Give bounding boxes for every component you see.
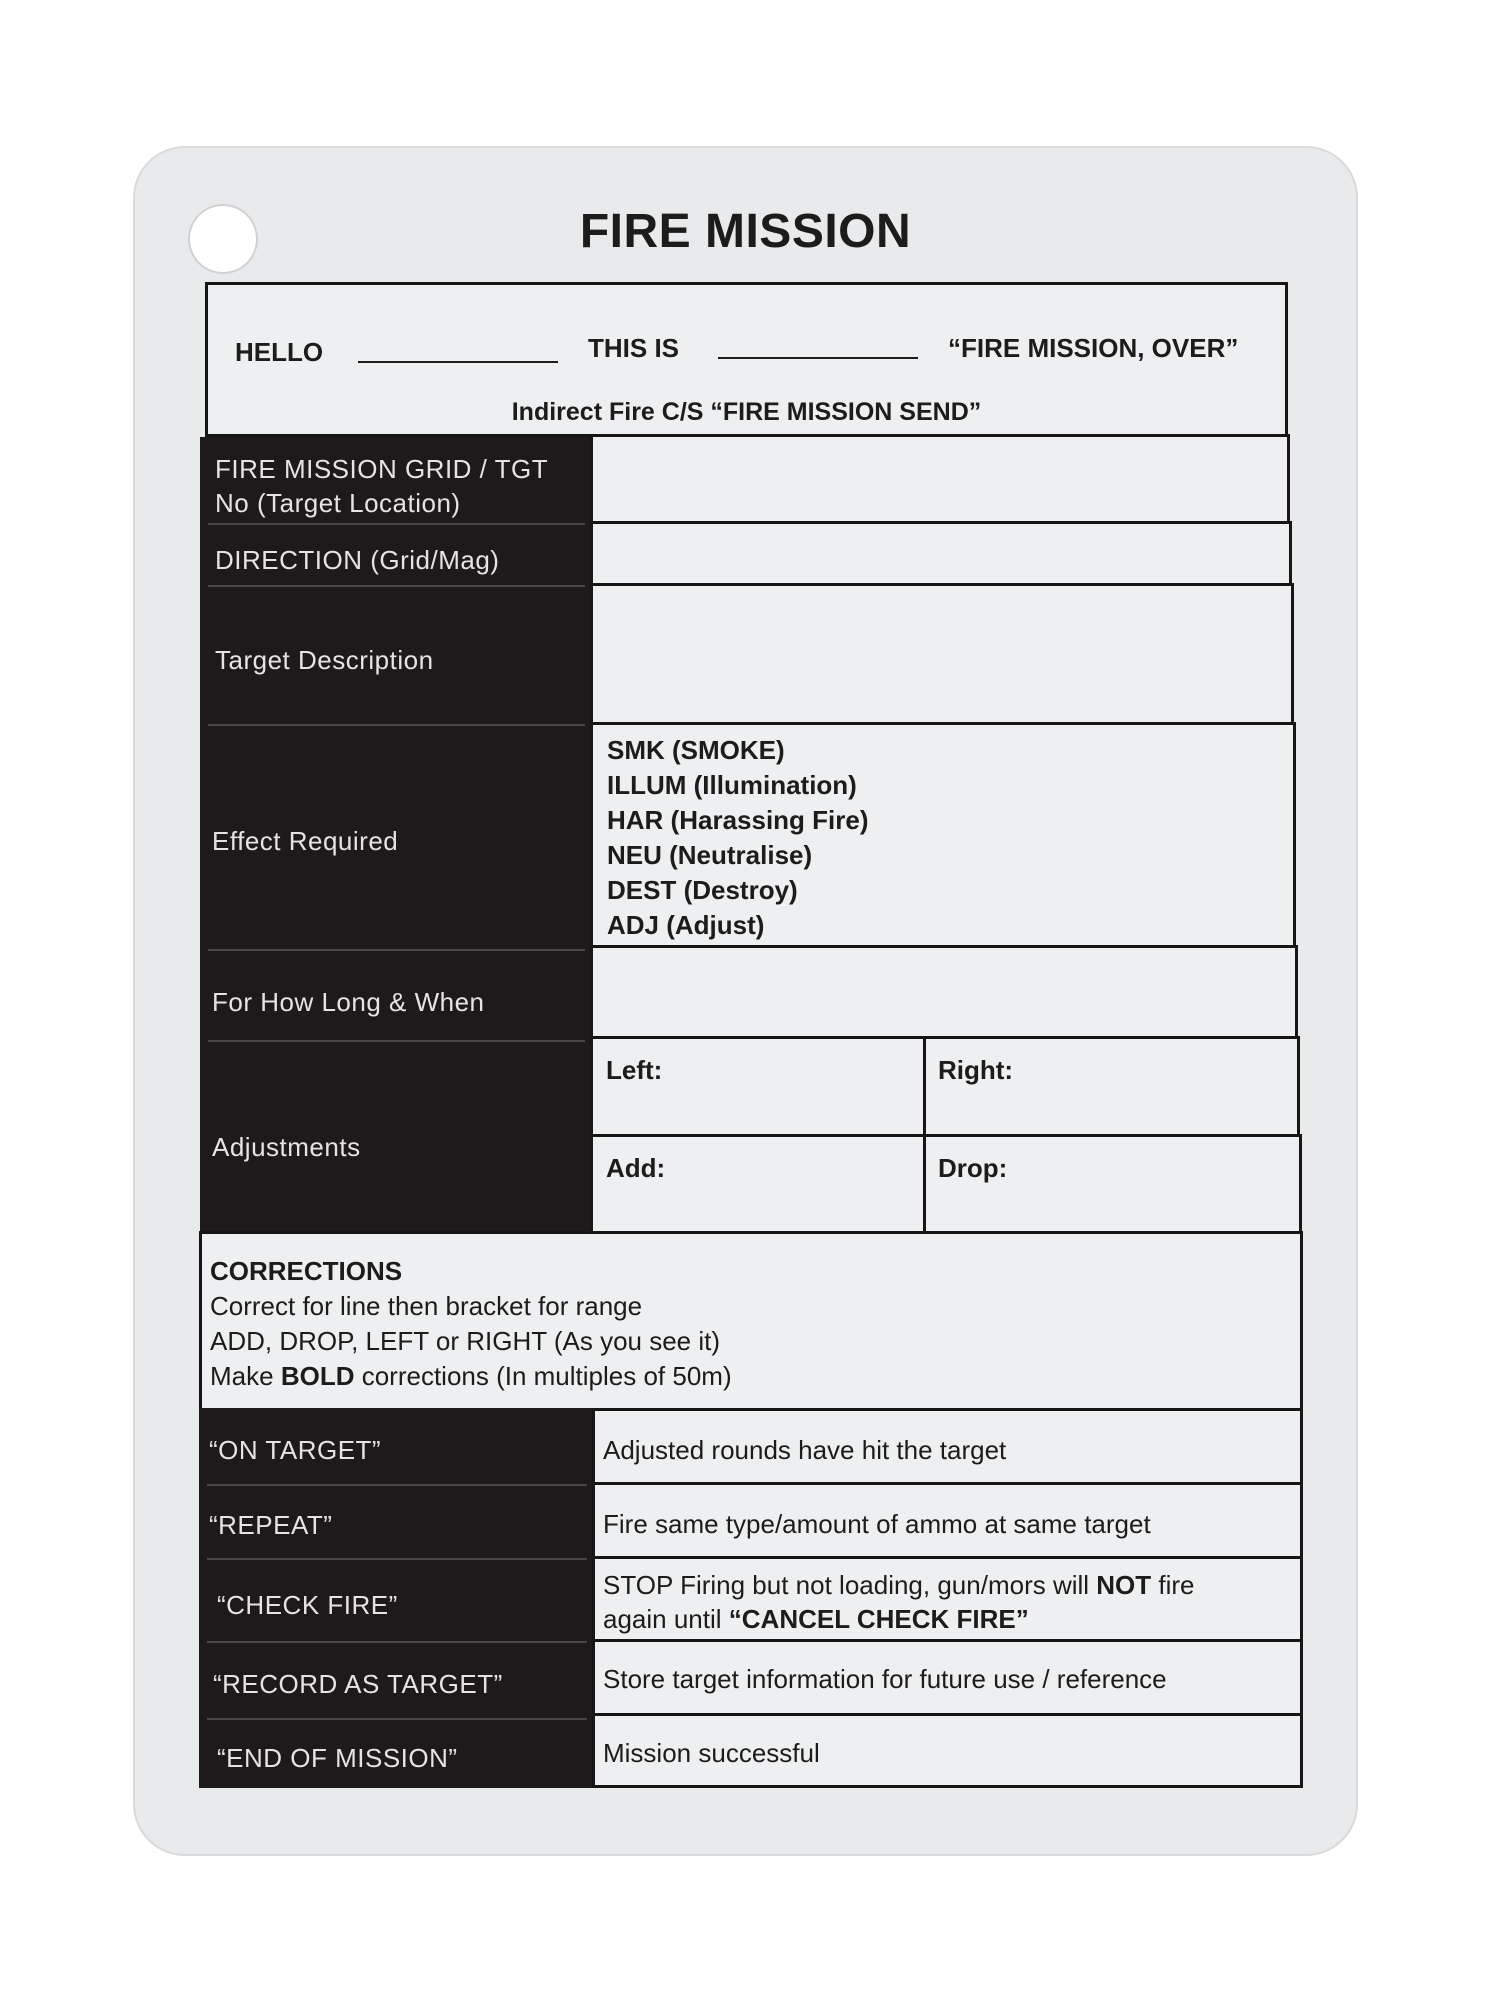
adjust-right-label: Right: bbox=[938, 1055, 1014, 1085]
command-record-as-target: “RECORD AS TARGET” bbox=[213, 1669, 503, 1699]
check-fire-desc-line2-bold: “CANCEL CHECK FIRE” bbox=[728, 1604, 1029, 1634]
adjust-drop-label: Drop: bbox=[938, 1153, 1008, 1183]
hello-label: HELLO bbox=[235, 337, 324, 367]
command-desc bbox=[603, 1568, 1195, 1636]
command-desc: Adjusted rounds have hit the target bbox=[603, 1435, 1007, 1465]
label-column bbox=[200, 437, 593, 1241]
corrections-line3-pre: Make bbox=[210, 1361, 281, 1391]
check-fire-desc-pre: STOP Firing but not loading, gun/mors will bbox=[603, 1570, 1097, 1600]
direction-label: DIRECTION (Grid/Mag) bbox=[215, 545, 500, 575]
command-desc: Store target information for future use / reference bbox=[603, 1664, 1167, 1694]
this-is-blank[interactable] bbox=[718, 357, 918, 359]
effect-list bbox=[607, 733, 869, 943]
grid-label-line2: No (Target Location) bbox=[215, 488, 461, 518]
command-desc: Fire same type/amount of ammo at same target bbox=[603, 1509, 1151, 1539]
fire-mission-over-text: “FIRE MISSION, OVER” bbox=[948, 333, 1239, 363]
adjust-left-label: Left: bbox=[606, 1055, 663, 1085]
corrections-box bbox=[199, 1231, 1303, 1411]
command-repeat: “REPEAT” bbox=[209, 1510, 333, 1540]
adjust-add-field[interactable] bbox=[590, 1134, 926, 1234]
check-fire-desc-line2-pre: again until bbox=[603, 1604, 729, 1634]
adjustments-label: Adjustments bbox=[212, 1132, 361, 1162]
effect-required-label: Effect Required bbox=[212, 826, 399, 856]
corrections-line3-bold: BOLD bbox=[280, 1361, 355, 1391]
grid-label-line1: FIRE MISSION GRID / TGT bbox=[215, 454, 549, 484]
effect-required-box bbox=[590, 722, 1296, 948]
effect-item: NEU (Neutralise) bbox=[607, 840, 813, 870]
effect-item: SMK (SMOKE) bbox=[607, 735, 785, 765]
command-desc-row bbox=[592, 1482, 1303, 1559]
header-box bbox=[205, 282, 1288, 437]
adjust-drop-field[interactable] bbox=[923, 1134, 1302, 1234]
grid-label bbox=[215, 452, 548, 520]
check-fire-desc-post: fire bbox=[1151, 1570, 1195, 1600]
corrections-text bbox=[210, 1254, 732, 1394]
command-desc: Mission successful bbox=[603, 1738, 820, 1768]
target-description-label: Target Description bbox=[215, 645, 434, 675]
corrections-line3-post: corrections (In multiples of 50m) bbox=[354, 1361, 732, 1391]
this-is-label: THIS IS bbox=[588, 333, 680, 363]
hello-blank[interactable] bbox=[358, 361, 558, 363]
for-how-long-label: For How Long & When bbox=[212, 987, 485, 1017]
target-description-field[interactable] bbox=[590, 583, 1294, 725]
command-desc-row bbox=[592, 1639, 1303, 1716]
adjust-add-label: Add: bbox=[606, 1153, 666, 1183]
command-desc-row bbox=[592, 1713, 1303, 1788]
command-end-of-mission: “END OF MISSION” bbox=[217, 1743, 458, 1773]
effect-item: ILLUM (Illumination) bbox=[607, 770, 857, 800]
command-desc-row bbox=[592, 1408, 1303, 1485]
adjust-right-field[interactable] bbox=[923, 1036, 1300, 1137]
corrections-heading: CORRECTIONS bbox=[210, 1256, 403, 1286]
adjust-left-field[interactable] bbox=[590, 1036, 926, 1137]
grid-field[interactable] bbox=[590, 434, 1290, 524]
card-title: FIRE MISSION bbox=[579, 205, 912, 258]
check-fire-desc-line1 bbox=[603, 1568, 1195, 1602]
check-fire-desc-line2 bbox=[603, 1602, 1195, 1636]
effect-item: HAR (Harassing Fire) bbox=[607, 805, 869, 835]
command-on-target: “ON TARGET” bbox=[209, 1435, 382, 1465]
corrections-line: Correct for line then bracket for range bbox=[210, 1291, 643, 1321]
command-label-column bbox=[199, 1408, 595, 1788]
reply-text: Indirect Fire C/S “FIRE MISSION SEND” bbox=[511, 398, 982, 426]
effect-item: ADJ (Adjust) bbox=[607, 910, 765, 940]
check-fire-desc-bold: NOT bbox=[1096, 1570, 1152, 1600]
command-desc-row bbox=[592, 1556, 1303, 1642]
corrections-line bbox=[210, 1359, 732, 1394]
for-how-long-field[interactable] bbox=[590, 945, 1298, 1039]
corrections-line: ADD, DROP, LEFT or RIGHT (As you see it) bbox=[210, 1326, 721, 1356]
direction-field[interactable] bbox=[590, 521, 1292, 586]
effect-item: DEST (Destroy) bbox=[607, 875, 798, 905]
command-check-fire: “CHECK FIRE” bbox=[217, 1590, 398, 1620]
